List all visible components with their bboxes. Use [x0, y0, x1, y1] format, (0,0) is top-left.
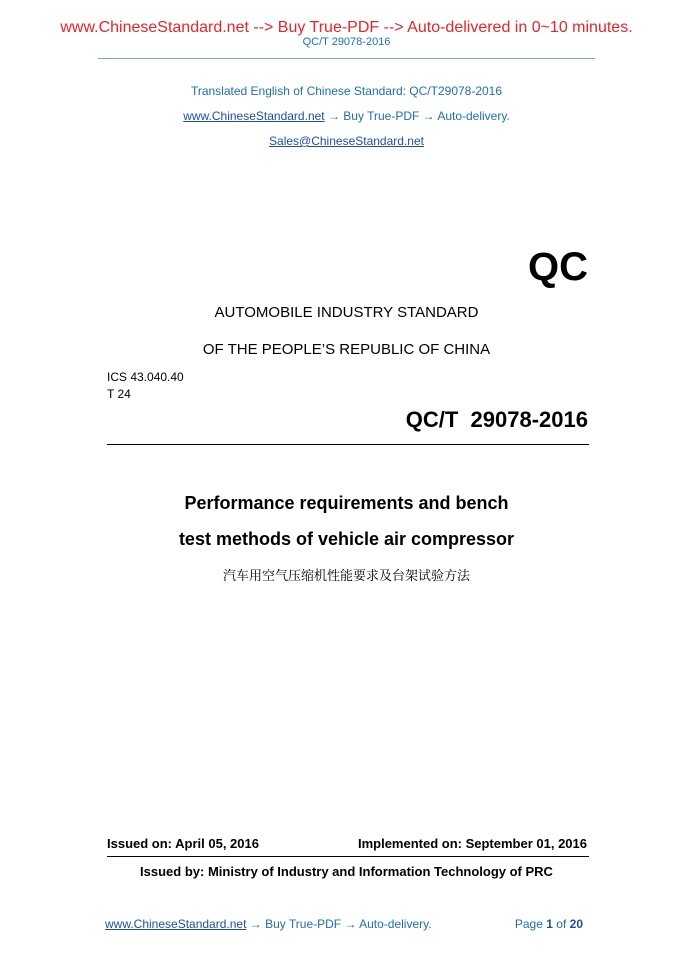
site-link[interactable]: www.ChineseStandard.net: [183, 109, 325, 123]
buy-line-text: → Buy True-PDF → Auto-delivery.: [324, 109, 510, 123]
title-divider: [107, 444, 589, 445]
implemented-on-date: Implemented on: September 01, 2016: [357, 836, 587, 851]
title-line-2: test methods of vehicle air compressor: [178, 529, 515, 549]
translated-line: Translated English of Chinese Standard: QC/T29078-2016: [190, 84, 503, 98]
issued-by: Issued by: Ministry of Industry and Information Technology of PRC: [140, 864, 553, 879]
header-doc-code: QC/T 29078-2016: [302, 36, 391, 48]
footer-line: [105, 917, 432, 931]
issued-on-date: Issued on: April 05, 2016: [107, 836, 259, 851]
buy-line: [0, 109, 693, 123]
footer-text: → Buy True-PDF → Auto-delivery.: [246, 917, 432, 931]
ics-code: ICS 43.040.40: [107, 370, 184, 384]
sales-email-link[interactable]: Sales@ChineseStandard.net: [269, 134, 424, 148]
header-divider: [98, 58, 595, 59]
industry-line-1: AUTOMOBILE INDUSTRY STANDARD: [214, 304, 479, 321]
page-indicator: [515, 917, 583, 931]
t-code: T 24: [107, 387, 131, 401]
page-label: Page: [514, 917, 543, 931]
sales-line: [0, 134, 693, 148]
of-label: of: [556, 917, 567, 931]
page-number: 1: [546, 917, 553, 931]
title-chinese: 汽车用空气压缩机性能要求及台架试验方法: [222, 569, 470, 584]
footer-divider: [107, 856, 589, 857]
document-code: QC/T 29078-2016: [405, 407, 588, 432]
footer-site-link[interactable]: www.ChineseStandard.net: [105, 917, 247, 931]
page-total: 20: [569, 917, 583, 931]
title-line-1: Performance requirements and bench: [184, 493, 509, 513]
promo-banner-link[interactable]: www.ChineseStandard.net --> Buy True-PDF --> Auto-delivered in 0~10 minutes.: [60, 19, 633, 36]
qc-mark: QC: [528, 245, 588, 289]
industry-line-2: OF THE PEOPLE’S REPUBLIC OF CHINA: [202, 341, 491, 358]
